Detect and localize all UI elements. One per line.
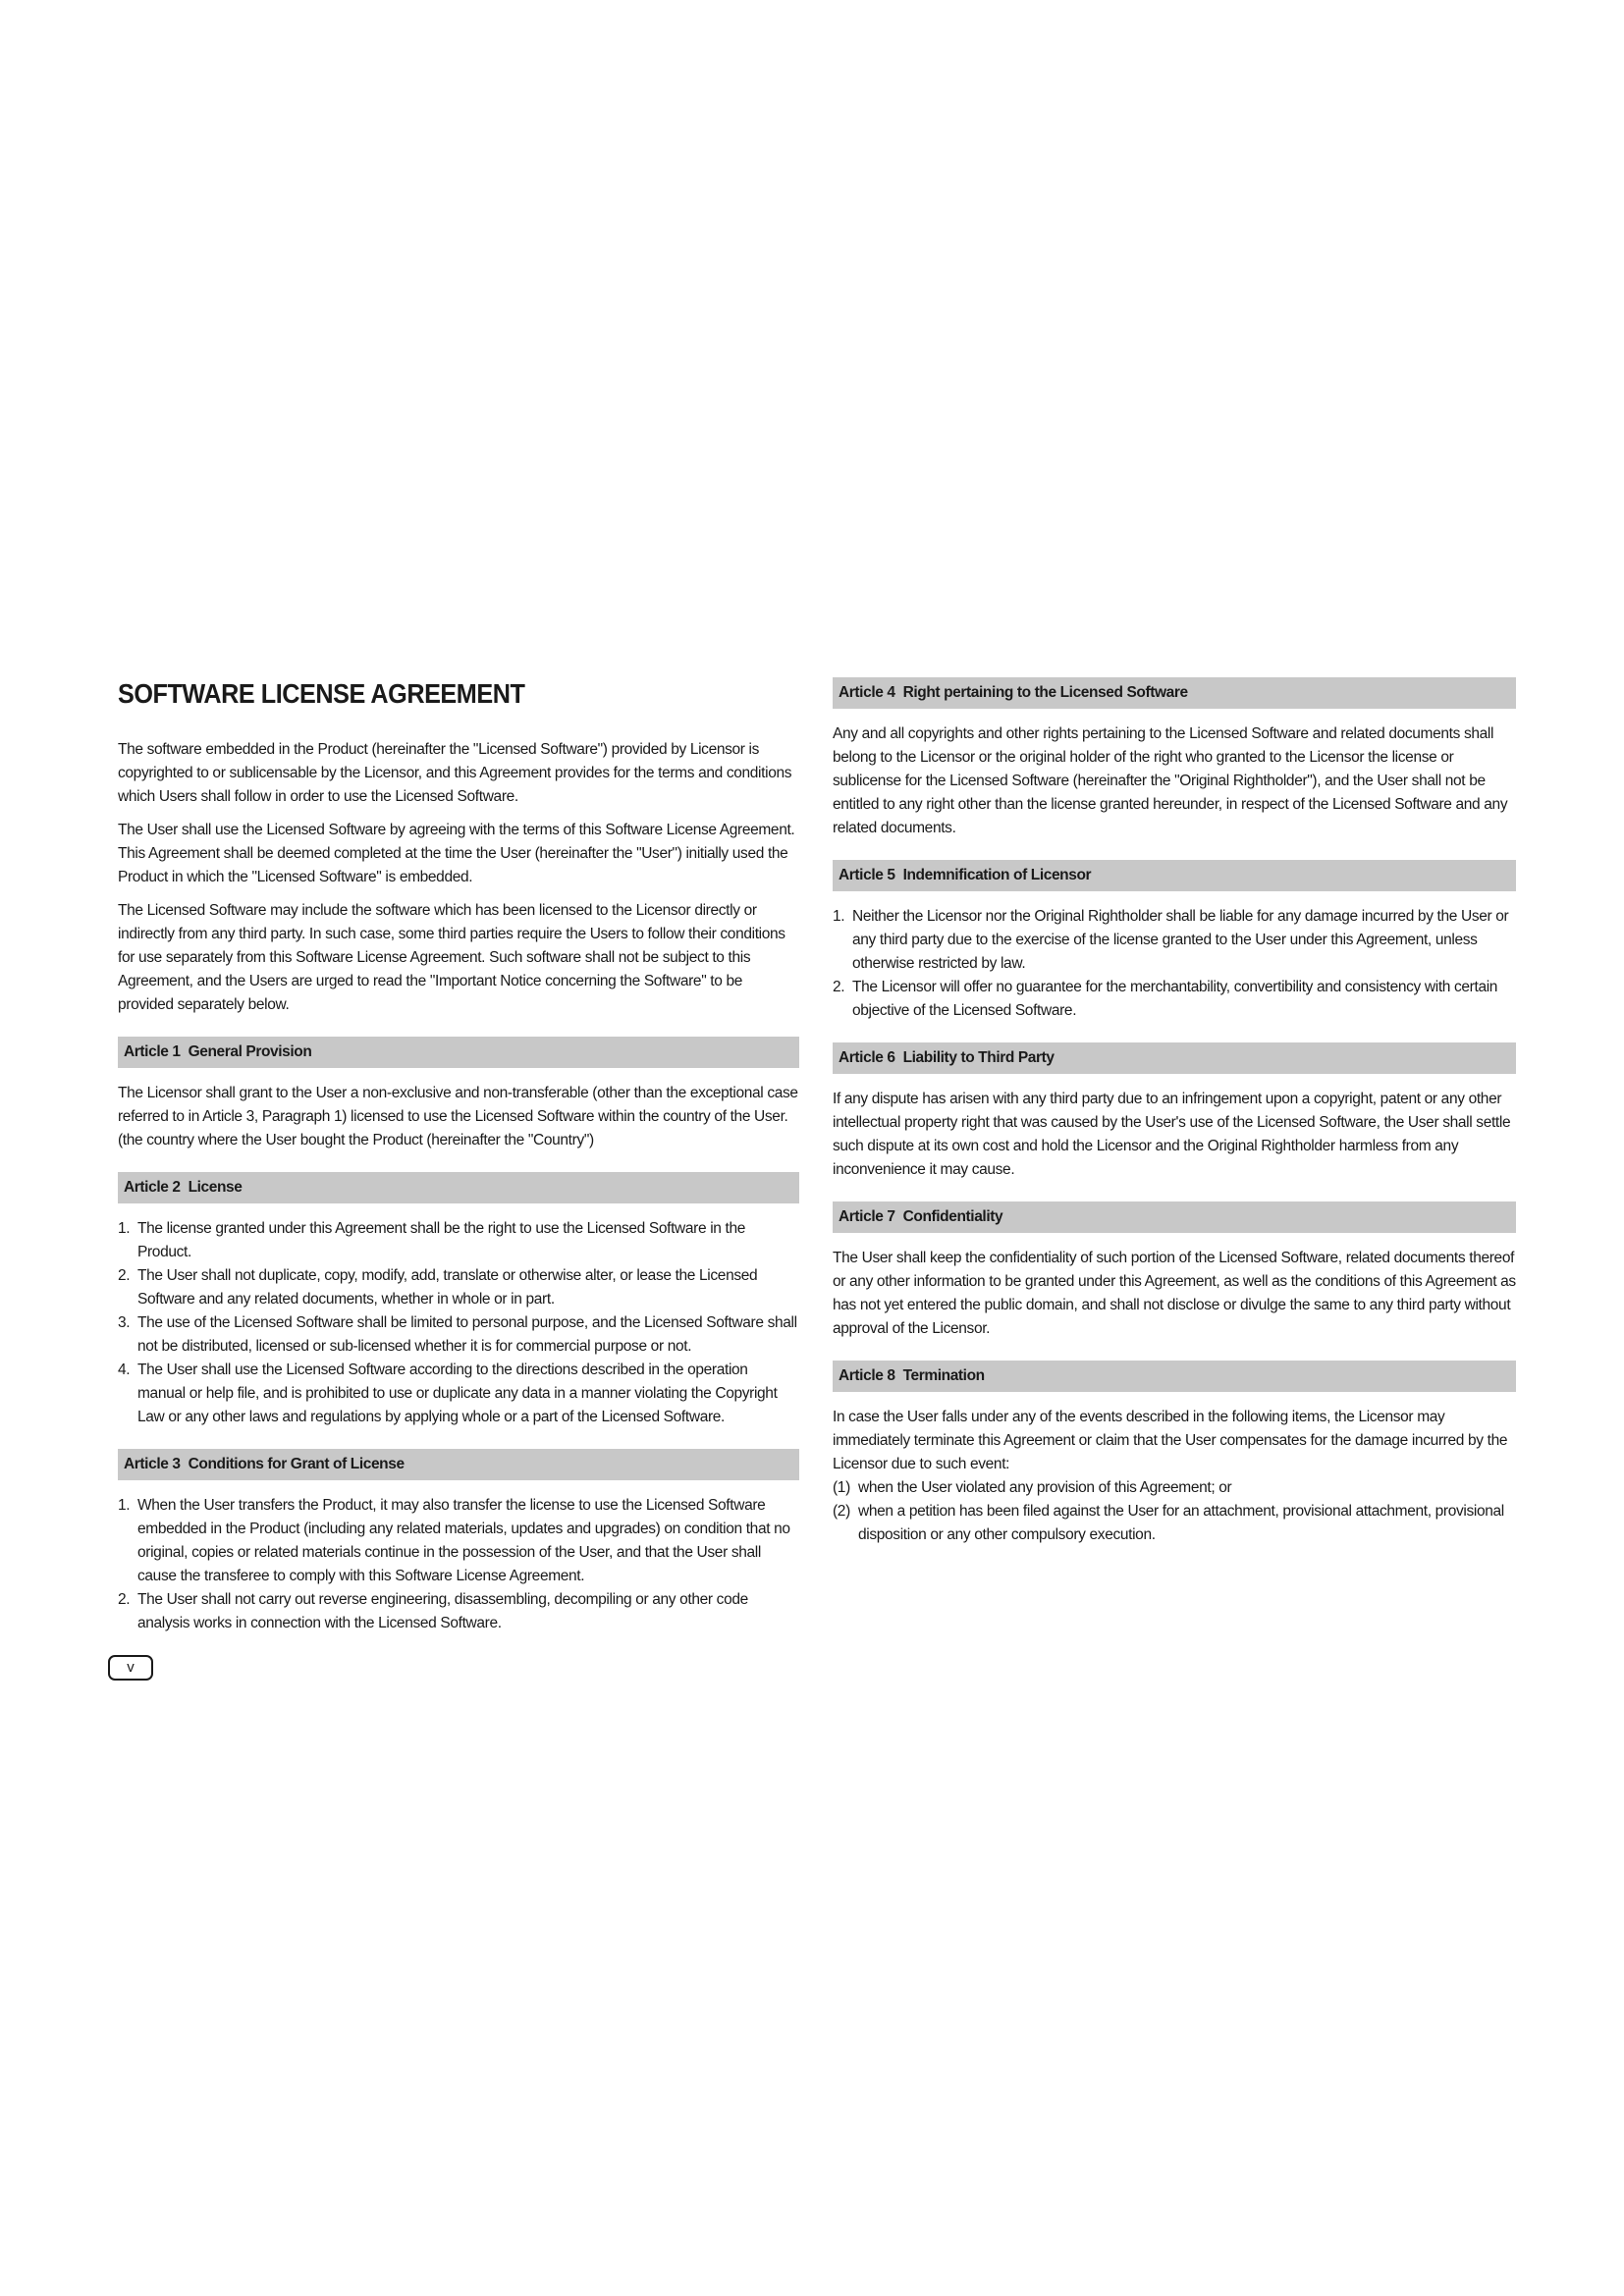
list-item-text: The User shall use the Licensed Software according to the directions described in the operation manual or help file, and is prohibited to use or duplicate any data in a manner violating the Copyright Law or any other laws and regulations by applying whole or a part of the Licensed Software. — [137, 1362, 778, 1425]
list-marker: (2) — [833, 1503, 850, 1520]
list-item-text: The license granted under this Agreement shall be the right to use the Licensed Software in the Product. — [137, 1220, 746, 1260]
list-item-text: The User shall not carry out reverse engineering, disassembling, decompiling or any other code analysis works in connection with the Licensed Software. — [137, 1591, 748, 1631]
article-4-heading — [833, 677, 1516, 709]
intro-paragraph: The software embedded in the Product (hereinafter the "Licensed Software") provided by Licensor is copyrighted to or sublicensable by the Licensor, and this Agreement provides for the terms and conditions which Users shall follow in order to use the Licensed Software. — [118, 741, 792, 805]
article-8-heading — [833, 1361, 1516, 1392]
article-1-heading — [118, 1037, 799, 1068]
page-number-badge: v — [108, 1655, 153, 1681]
list-marker: 2. — [118, 1267, 131, 1284]
article-number: Article 1 — [124, 1043, 181, 1060]
list-item — [118, 1217, 799, 1264]
article-title: License — [188, 1179, 243, 1196]
list-item — [118, 1588, 799, 1635]
intro-paragraph: The Licensed Software may include the software which has been licensed to the Licensor directly or indirectly from any third party. In such case, some third parties require the Users to follow their conditions for use separately from this Software License Agreement. Such software shall not be subject to this Agreement, and the Users are urged to read the "Important Notice concerning the Software" to be provided separately below. — [118, 902, 785, 1013]
list-item — [833, 976, 1516, 1023]
list-item-text: The Licensor will offer no guarantee for the merchantability, convertibility and consistency with certain objective of the Licensed Software. — [852, 979, 1498, 1019]
article-7-heading — [833, 1201, 1516, 1233]
article-number: Article 5 — [839, 867, 895, 883]
article-title: Liability to Third Party — [902, 1049, 1055, 1066]
article-8-body: In case the User falls under any of the events described in the following items, the Licensor may immediately terminate this Agreement or claim that the User compensates for the damage incurred by the Licensor due to such event: — [833, 1409, 1508, 1472]
list-item-text: The use of the Licensed Software shall be limited to personal purpose, and the Licensed Software shall not be distributed, licensed or sub-licensed whether it is for commercial purpose or not. — [137, 1314, 797, 1355]
article-5-list — [833, 905, 1516, 1023]
document-title: SOFTWARE LICENSE AGREEMENT — [118, 678, 525, 709]
article-6-body: If any dispute has arisen with any third party due to an infringement upon a copyright, patent or any other intellectual property right that was caused by the User's use of the Licensed Software, the User shall settle such dispute at its own cost and hold the Licensor and the Original Rightholder harmless from any inconvenience it may cause. — [833, 1091, 1511, 1178]
list-marker: 1. — [833, 908, 845, 925]
article-3-list — [118, 1494, 799, 1635]
article-title: General Provision — [188, 1043, 312, 1060]
list-marker: 1. — [118, 1220, 131, 1237]
article-8-list — [833, 1476, 1516, 1547]
article-number: Article 2 — [124, 1179, 181, 1196]
list-item — [833, 1500, 1516, 1547]
article-6-heading — [833, 1042, 1516, 1074]
article-2-list — [118, 1217, 799, 1429]
list-item — [118, 1359, 799, 1429]
list-item — [118, 1494, 799, 1588]
list-item — [833, 1476, 1516, 1500]
article-title: Termination — [902, 1367, 985, 1384]
article-title: Confidentiality — [902, 1208, 1003, 1225]
article-title: Right pertaining to the Licensed Software — [902, 684, 1188, 701]
article-number: Article 8 — [839, 1367, 895, 1384]
list-item — [118, 1311, 799, 1359]
list-marker: 4. — [118, 1362, 131, 1378]
list-item-text: When the User transfers the Product, it may also transfer the license to use the Licensed Software embedded in the Product (including any related materials, updates and upgrades) on condition that no original, copies or related materials continue in the possession of the User, and that the User shall cause the transferee to comply with this Software License Agreement. — [137, 1497, 790, 1584]
list-item-text: when a petition has been filed against the User for an attachment, provisional attachment, provisional disposition or any other compulsory execution. — [858, 1503, 1504, 1543]
left-column — [118, 677, 799, 1635]
article-title: Conditions for Grant of License — [188, 1456, 405, 1472]
article-5-heading — [833, 860, 1516, 891]
article-number: Article 7 — [839, 1208, 895, 1225]
list-marker: 1. — [118, 1497, 131, 1514]
article-number: Article 6 — [839, 1049, 895, 1066]
list-item-text: Neither the Licensor nor the Original Rightholder shall be liable for any damage incurred by the User or any third party due to the exercise of the license granted to the User under this Agreement, unless otherwise restricted by law. — [852, 908, 1509, 972]
list-item-text: The User shall not duplicate, copy, modify, add, translate or otherwise alter, or lease the Licensed Software and any related documents, whether in whole or in part. — [137, 1267, 758, 1308]
right-column — [833, 677, 1516, 1547]
article-title: Indemnification of Licensor — [902, 867, 1092, 883]
article-2-heading — [118, 1172, 799, 1203]
list-item — [833, 905, 1516, 976]
article-1-body: The Licensor shall grant to the User a non-exclusive and non-transferable (other than the exceptional case referred to in Article 3, Paragraph 1) licensed to use the Licensed Software within the country of the User. (the country where the User bought the Product (hereinafter the "Country") — [118, 1085, 798, 1148]
list-item — [118, 1264, 799, 1311]
list-marker: (1) — [833, 1479, 850, 1496]
list-marker: 3. — [118, 1314, 131, 1331]
list-marker: 2. — [833, 979, 845, 995]
article-7-body: The User shall keep the confidentiality of such portion of the Licensed Software, related documents thereof or any other information to be granted under this Agreement, as well as the conditions of this Agreement as has not yet entered the public domain, and shall not disclose or divulge the same to any third party without approval of the Licensor. — [833, 1250, 1516, 1337]
intro-paragraph: The User shall use the Licensed Software by agreeing with the terms of this Software License Agreement. This Agreement shall be deemed completed at the time the User (hereinafter the "User") initially used the Product in which the "Licensed Software" is embedded. — [118, 822, 795, 885]
article-number: Article 3 — [124, 1456, 181, 1472]
article-4-body: Any and all copyrights and other rights pertaining to the Licensed Software and related documents shall belong to the Licensor or the original holder of the right who granted to the Licensor the license or sublicense for the Licensed Software (hereinafter the "Original Rightholder"), and the User shall not be entitled to any right other than the license granted hereunder, in respect of the Licensed Software and any related documents. — [833, 725, 1508, 836]
article-number: Article 4 — [839, 684, 895, 701]
list-item-text: when the User violated any provision of this Agreement; or — [858, 1479, 1232, 1496]
article-3-heading — [118, 1449, 799, 1480]
list-marker: 2. — [118, 1591, 131, 1608]
